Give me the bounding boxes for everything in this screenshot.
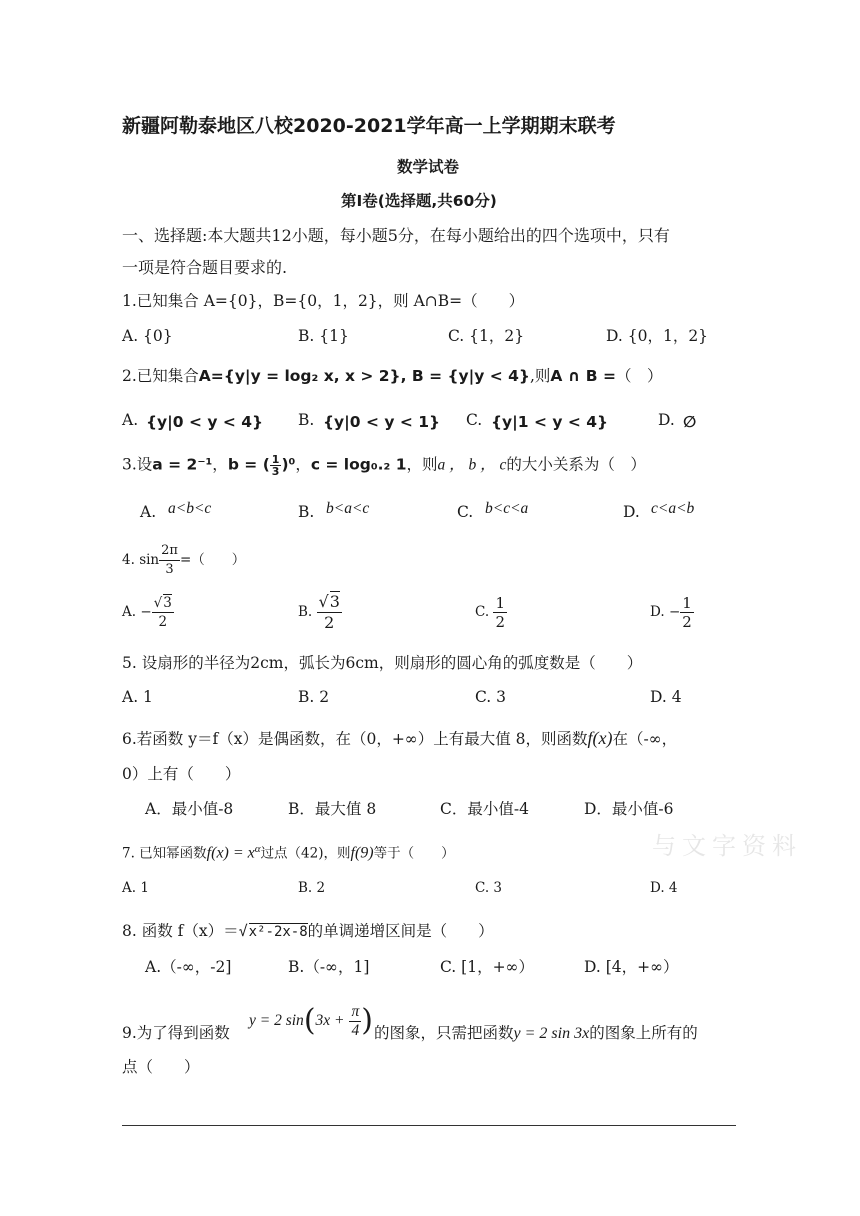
q4-option-c-num: 1 xyxy=(495,594,505,612)
q7-prefix: 7. 已知幂函数 xyxy=(122,845,207,862)
q3-math-c: c = log₀.₂ 1 xyxy=(310,455,407,474)
q4-option-a-radicand: 3 xyxy=(163,595,172,611)
q3-option-d-label: D. xyxy=(623,503,640,521)
q8-prefix: 8. 函数 f（x）＝ xyxy=(122,922,239,940)
q6-option-c: C．最小值-4 xyxy=(440,800,529,818)
q8-option-b: B.（-∞，1] xyxy=(288,958,370,976)
q3-sep-2: ， xyxy=(295,455,311,474)
q4-option-d-sign: − xyxy=(668,604,681,620)
q3-option-a-label: A. xyxy=(140,503,157,521)
q6-option-b: B．最大值 8 xyxy=(288,800,377,818)
q2-option-c: {y|1 < y < 4} xyxy=(491,413,609,431)
instructions-line-2: 一项是符合题目要求的. xyxy=(122,258,288,277)
q4-option-a-label: A. xyxy=(122,604,137,620)
q3-math-b-post: )⁰ xyxy=(281,455,296,474)
q4-den: 3 xyxy=(165,562,174,577)
q3-option-a: a<b<c xyxy=(168,500,212,517)
q2-option-c-label: C. xyxy=(466,411,483,429)
q5-option-d: D. 4 xyxy=(650,688,682,706)
q1-option-c: C. {1，2} xyxy=(448,327,525,345)
footer-divider xyxy=(122,1125,736,1126)
q6-option-d: D．最小值-6 xyxy=(584,800,674,818)
q8-radical-sign: √ xyxy=(238,922,248,940)
q9-tail: 的图象上所有的 xyxy=(589,1024,698,1042)
q4-tail: =（ ） xyxy=(179,552,246,568)
q6-stem-a: 6.若函数 y＝f（x）是偶函数，在（0，+∞）上有最大值 8，则函数 xyxy=(122,730,588,748)
q6-fx: f(x) xyxy=(587,728,613,748)
q4-option-b-num: √3 xyxy=(318,592,340,611)
q7-mid: 过点（42)，则 xyxy=(260,845,351,862)
q3-math-b-fraction xyxy=(270,454,282,477)
q6-stem-b: 在（-∞， xyxy=(612,730,678,748)
q4-option-b xyxy=(298,592,342,632)
exam-title: 新疆阿勒泰地区八校2020-2021学年高一上学期期末联考 xyxy=(122,115,616,137)
q4-fn: sin xyxy=(139,552,160,568)
q4-option-b-fraction xyxy=(317,592,342,633)
q7-sup: α xyxy=(254,843,261,855)
q7-option-a: A. 1 xyxy=(122,880,149,896)
q3-option-d: c<a<b xyxy=(651,500,695,517)
q4-option-b-den: 2 xyxy=(324,613,335,632)
q7-stem xyxy=(122,839,455,864)
q9-math-1-arg: 3x + xyxy=(315,1012,345,1029)
q6-stem xyxy=(122,728,677,749)
q9-paren-close: ) xyxy=(361,1003,373,1038)
q9-math-1-num: π xyxy=(351,1002,360,1020)
q5-option-b: B. 2 xyxy=(298,688,330,706)
q2-option-d-label: D. xyxy=(658,411,675,429)
q8-stem xyxy=(122,921,494,942)
q2-option-b-label: B. xyxy=(298,411,315,429)
q4-option-a-num: √3 xyxy=(153,595,172,611)
q4-fraction xyxy=(159,542,180,579)
q8-option-a: A.（-∞，-2] xyxy=(145,958,232,976)
q1-stem: 1.已知集合 A={0}，B={0，1，2}，则 A∩B=（ ） xyxy=(122,292,525,310)
q4-option-d-den: 2 xyxy=(682,613,692,631)
q7-option-d: D. 4 xyxy=(650,880,678,896)
instructions-line-1: 一、选择题:本大题共12小题，每小题5分，在每小题给出的四个选项中，只有 xyxy=(122,226,670,245)
q7-option-c: C. 3 xyxy=(475,880,503,896)
q4-num: 2π xyxy=(159,542,180,561)
q9-math-2: y = 2 sin 3x xyxy=(513,1025,590,1042)
q6-option-a: A．最小值-8 xyxy=(145,800,234,818)
subject-title: 数学试卷 xyxy=(397,158,460,176)
q8-radicand: x²-2x-8 xyxy=(248,924,308,940)
q2-stem xyxy=(122,366,663,386)
q4-option-d-fraction xyxy=(680,594,694,631)
q4-option-a-den: 2 xyxy=(158,614,168,630)
q2-math-sets: A={y|y = log₂ x, x > 2}, B = {y|y < 4} xyxy=(198,367,530,385)
q1-option-b: B. {1} xyxy=(298,327,349,345)
q4-prefix: 4. xyxy=(122,552,135,568)
q3-prefix: 3.设 xyxy=(122,455,153,474)
q9-math-1-den: 4 xyxy=(351,1021,360,1039)
q4-option-a xyxy=(122,592,174,632)
q2-option-a-label: A. xyxy=(122,411,139,429)
q3-option-c: b<c<a xyxy=(485,500,529,517)
q4-option-d xyxy=(650,592,694,632)
q1-option-d: D. {0，1，2} xyxy=(606,327,709,345)
q2-option-a: {y|0 < y < 4} xyxy=(146,413,264,431)
q2-paren: （ ） xyxy=(615,367,663,385)
q8-tail: 的单调递增区间是（ ） xyxy=(307,922,494,940)
q5-option-a: A. 1 xyxy=(122,688,153,706)
q7-tail: 等于（ ） xyxy=(373,845,455,862)
q4-option-c-den: 2 xyxy=(495,613,505,631)
q3-option-b: b<a<c xyxy=(326,500,370,517)
q4-option-c xyxy=(475,592,507,632)
q9-mid: 的图象，只需把函数 xyxy=(374,1024,514,1042)
q9-stem-line-2: 点（ ） xyxy=(122,1058,200,1076)
q4-option-b-label: B. xyxy=(298,604,313,620)
q9-math-1-fraction xyxy=(349,1003,361,1040)
q7-math: f(x) = x xyxy=(206,844,255,862)
q4-option-b-radicand: 3 xyxy=(329,592,340,611)
q3-tail: 的大小关系为（ ） xyxy=(506,455,646,474)
q5-stem: 5. 设扇形的半径为2cm，弧长为6cm，则扇形的圆心角的弧度数是（ ） xyxy=(122,654,643,672)
q4-option-c-label: C. xyxy=(475,604,490,620)
q3-suffix: ，则 xyxy=(406,455,438,474)
q3-option-b-label: B. xyxy=(298,503,315,521)
q3-option-c-label: C. xyxy=(457,503,474,521)
part-title: 第Ⅰ卷(选择题,共60分) xyxy=(341,192,497,210)
q9-prefix: 9.为了得到函数 xyxy=(122,1024,230,1042)
q3-stem xyxy=(122,454,646,477)
q4-option-d-label: D. xyxy=(650,604,665,620)
q3-vars: a ， b ， c xyxy=(437,456,507,474)
q2-option-d: ∅ xyxy=(683,413,697,431)
q9-paren-open: ( xyxy=(303,1003,316,1038)
q4-option-a-sign: − xyxy=(140,604,152,620)
q2-math-intersection: A ∩ B = xyxy=(550,367,616,385)
q3-math-b-pre: b = ( xyxy=(227,455,270,474)
watermark: 与文字资料 xyxy=(652,832,802,860)
q3-math-b-den: 3 xyxy=(271,465,280,478)
q6-stem-line-2: 0）上有（ ） xyxy=(122,765,241,783)
q9-math-1-pre: y = 2 sin xyxy=(249,1012,304,1029)
q2-option-b: {y|0 < y < 1} xyxy=(323,413,441,431)
q1-option-a: A. {0} xyxy=(122,327,173,345)
q7-math-2: f(9) xyxy=(350,844,374,862)
q3-sep-1: ， xyxy=(212,455,228,474)
q7-option-b: B. 2 xyxy=(298,880,326,896)
q4-option-a-fraction xyxy=(152,594,174,631)
q2-prefix: 2.已知集合 xyxy=(122,367,199,385)
q3-math-a: a = 2⁻¹ xyxy=(152,455,213,474)
q9-stem xyxy=(374,1023,698,1044)
q8-option-c: C. [1，+∞） xyxy=(440,958,534,976)
q9-math-1 xyxy=(249,998,373,1042)
q8-option-d: D. [4，+∞） xyxy=(584,958,679,976)
q4-option-d-num: 1 xyxy=(682,594,692,612)
q3-math-b-num: 1 xyxy=(271,453,280,466)
q5-option-c: C. 3 xyxy=(475,688,507,706)
q4-option-c-fraction xyxy=(493,594,507,631)
q2-mid: ,则 xyxy=(529,367,551,385)
q4-stem xyxy=(122,540,245,580)
